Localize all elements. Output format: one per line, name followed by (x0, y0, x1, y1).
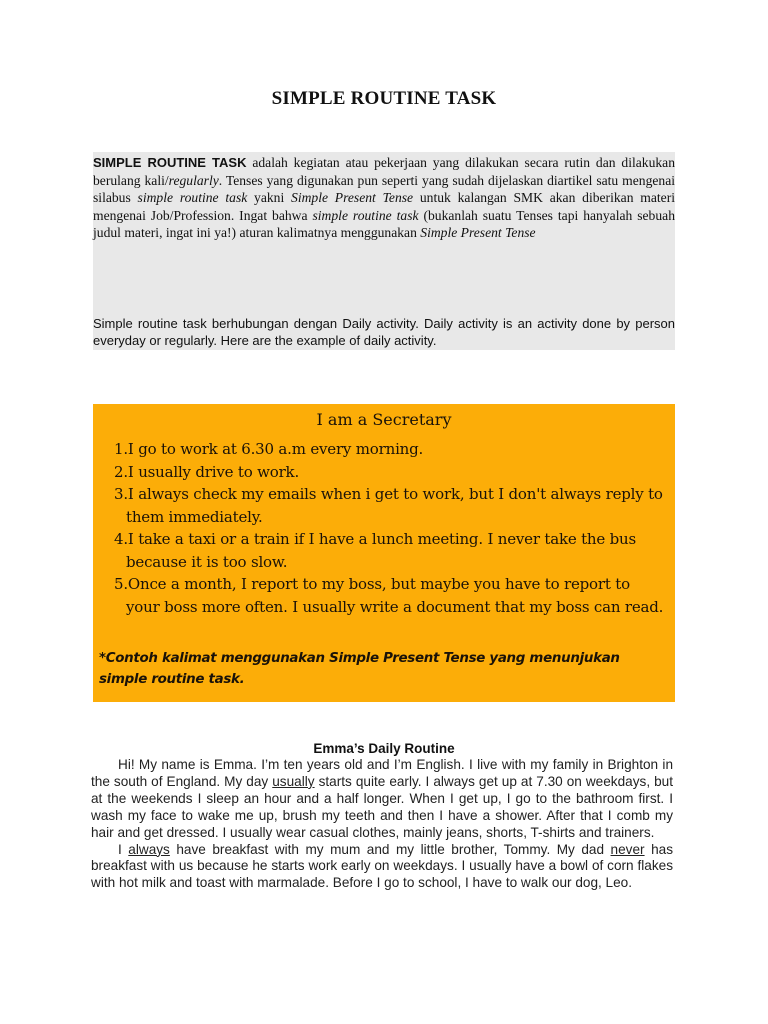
text-run: yakni (247, 190, 292, 206)
daily-activity-paragraph: Simple routine task berhubungan dengan Daily activity. Daily activity is an activity done by person everyday or regularly. Here are the example of daily activity. (93, 316, 675, 348)
text-run: starts quite early. I always get up at 7.30 on weekdays, but at the weekends I sleep an hour and a half longer. When I get up, I go to the bathroom first. I wash my face to wake me up, brush my teeth and then I have a shower. After that I comb my hair and get dressed. I usually wear casual clothes, mainly jeans, shorts, T-shirts and trainers. (91, 773, 673, 840)
italic-run: regularly (168, 172, 219, 188)
secretary-example-box (93, 404, 675, 702)
list-item: 3.I always check my emails when i get to work, but I don't always reply to them immediately. (114, 485, 663, 526)
text-run: I (118, 841, 129, 857)
list-item: 4.I take a taxi or a train if I have a lunch meeting. I never take the bus because it is too slow. (114, 530, 636, 571)
text-run: (bukanlah suatu Tenses tapi hanyalah sebuah judul materi, ingat ini ya!) aturan kalimatnya menggunakan (93, 207, 675, 241)
story-paragraph-2 (91, 842, 673, 893)
text-run: adalah kegiatan atau pekerjaan yang dilakukan secara rutin dan dilakukan berulang kali/ (93, 155, 676, 188)
text-run: have breakfast with my mum and my little brother, Tommy. My dad (169, 841, 611, 857)
list-item: 2.I usually drive to work. (114, 462, 300, 481)
italic-run: Simple Present Tense (420, 225, 536, 241)
italic-run: simple routine task (312, 207, 419, 223)
list-item: 5.Once a month, I report to my boss, but maybe you have to report to your boss more often. I usually write a document that my boss can read. (114, 575, 664, 616)
list-item: 1.I go to work at 6.30 a.m every morning. (114, 440, 424, 458)
bold-term: SIMPLE ROUTINE TASK (93, 155, 247, 170)
text-run: untuk kalangan SMK akan diberikan materi mengenai Job/Profession. Ingat bahwa (93, 190, 675, 223)
story-title: Emma’s Daily Routine (313, 741, 455, 756)
intro-box (93, 152, 675, 350)
text-run: . Tenses yang digunakan pun seperti yang sudah dijelaskan diartikel satu mengenai silabus (93, 172, 676, 206)
italic-run: Simple Present Tense (291, 190, 414, 206)
secretary-heading: I am a Secretary (316, 410, 452, 429)
text-run: Hi! My name is Emma. I’m ten years old and I’m English. I live with my family in Brighton in the south of England. My day (91, 757, 673, 789)
underlined-word: always (128, 841, 170, 857)
text-run: has breakfast with us because he starts work early on weekdays. I usually have a bowl of corn flakes with hot milk and toast with marmalade. Before I go to school, I have to walk our dog, Leo. (91, 841, 673, 891)
underlined-word: never (610, 841, 645, 857)
story-body (91, 757, 673, 892)
story-paragraph-1 (91, 757, 673, 842)
page-title: SIMPLE ROUTINE TASK (271, 88, 497, 109)
secretary-list (114, 438, 664, 618)
underlined-word: usually (272, 773, 315, 789)
intro-paragraph (93, 154, 675, 242)
italic-run: simple routine task (137, 190, 248, 206)
example-note: *Contoh kalimat menggunakan Simple Present Tense yang menunjukan simple routine task. (99, 651, 620, 687)
